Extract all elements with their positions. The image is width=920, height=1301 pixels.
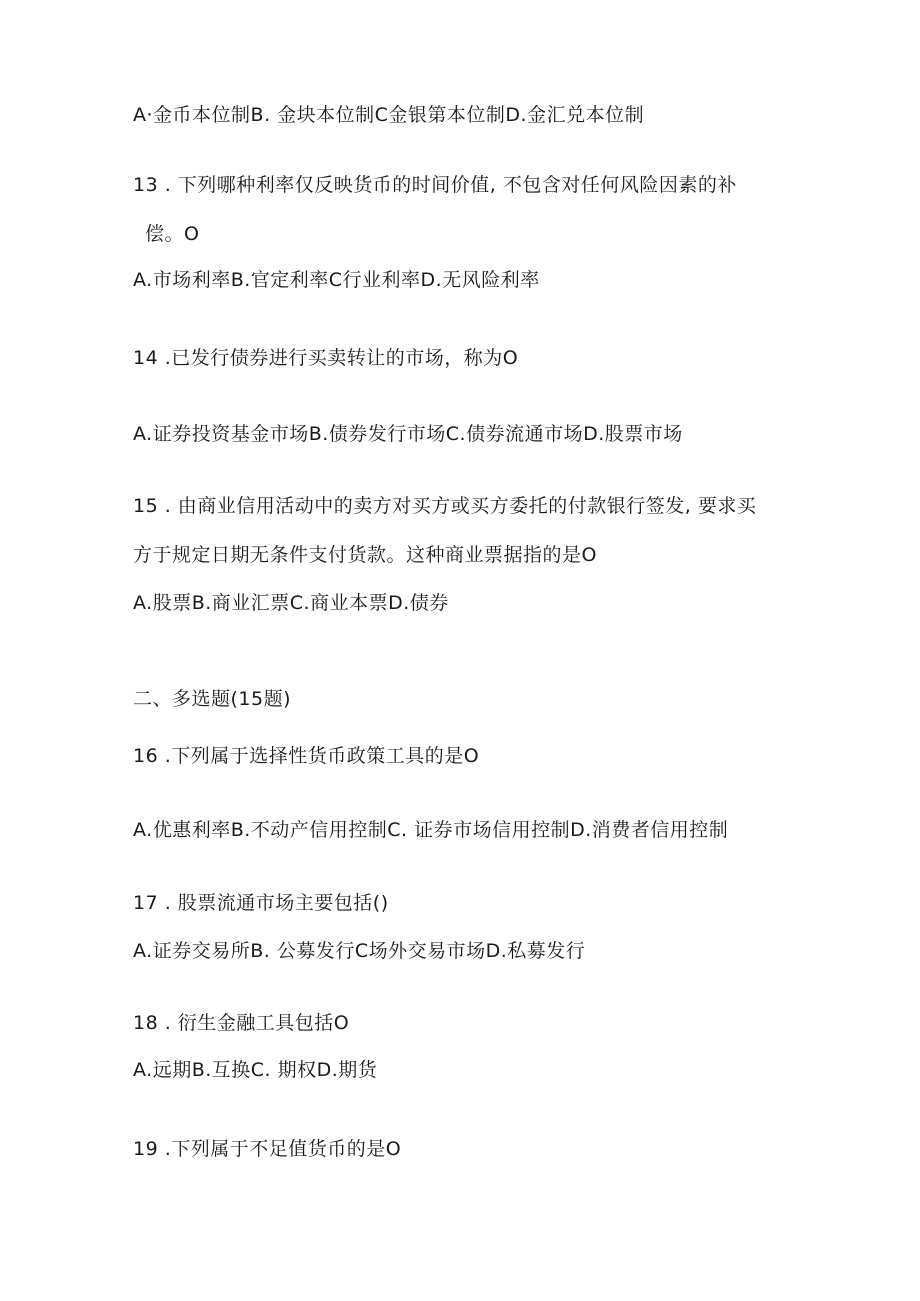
q19-stem: 19 .下列属于不足值货币的是O [133, 1138, 402, 1160]
q17-options: A.证券交易所B. 公募发行C场外交易市场D.私募发行 [133, 940, 586, 962]
q12-options: A·金币本位制B. 金块本位制C金银第本位制D.金汇兑本位制 [133, 104, 645, 126]
q15-stem-line2: 方于规定日期无条件支付货款。这种商业票据指的是O [133, 544, 597, 566]
q16-stem: 16 .下列属于选择性货币政策工具的是O [133, 745, 480, 767]
q18-options: A.远期B.互换C. 期权D.期货 [133, 1059, 378, 1081]
q15-options: A.股票B.商业汇票C.商业本票D.债券 [133, 592, 449, 614]
q17-stem: 17 . 股票流通市场主要包括() [133, 892, 389, 914]
q18-stem: 18 . 衍生金融工具包括O [133, 1012, 350, 1034]
q16-options: A.优惠利率B.不动产信用控制C. 证券市场信用控制D.消费者信用控制 [133, 819, 729, 841]
q15-stem-line1: 15 . 由商业信用活动中的卖方对买方或买方委托的付款银行签发, 要求买 [133, 495, 757, 517]
q13-stem-line1: 13 . 下列哪种利率仅反映货币的时间价值, 不包含对任何风险因素的补 [133, 174, 737, 196]
q14-stem: 14 .已发行债券进行买卖转让的市场，称为O [133, 347, 519, 369]
section-heading: 二、多选题(15题) [133, 688, 292, 710]
q14-options: A.证券投资基金市场B.债券发行市场C.债券流通市场D.股票市场 [133, 423, 683, 445]
q13-options: A.市场利率B.官定利率C行业利率D.无风险利率 [133, 269, 540, 291]
q13-stem-line2: 偿。O [145, 223, 200, 245]
